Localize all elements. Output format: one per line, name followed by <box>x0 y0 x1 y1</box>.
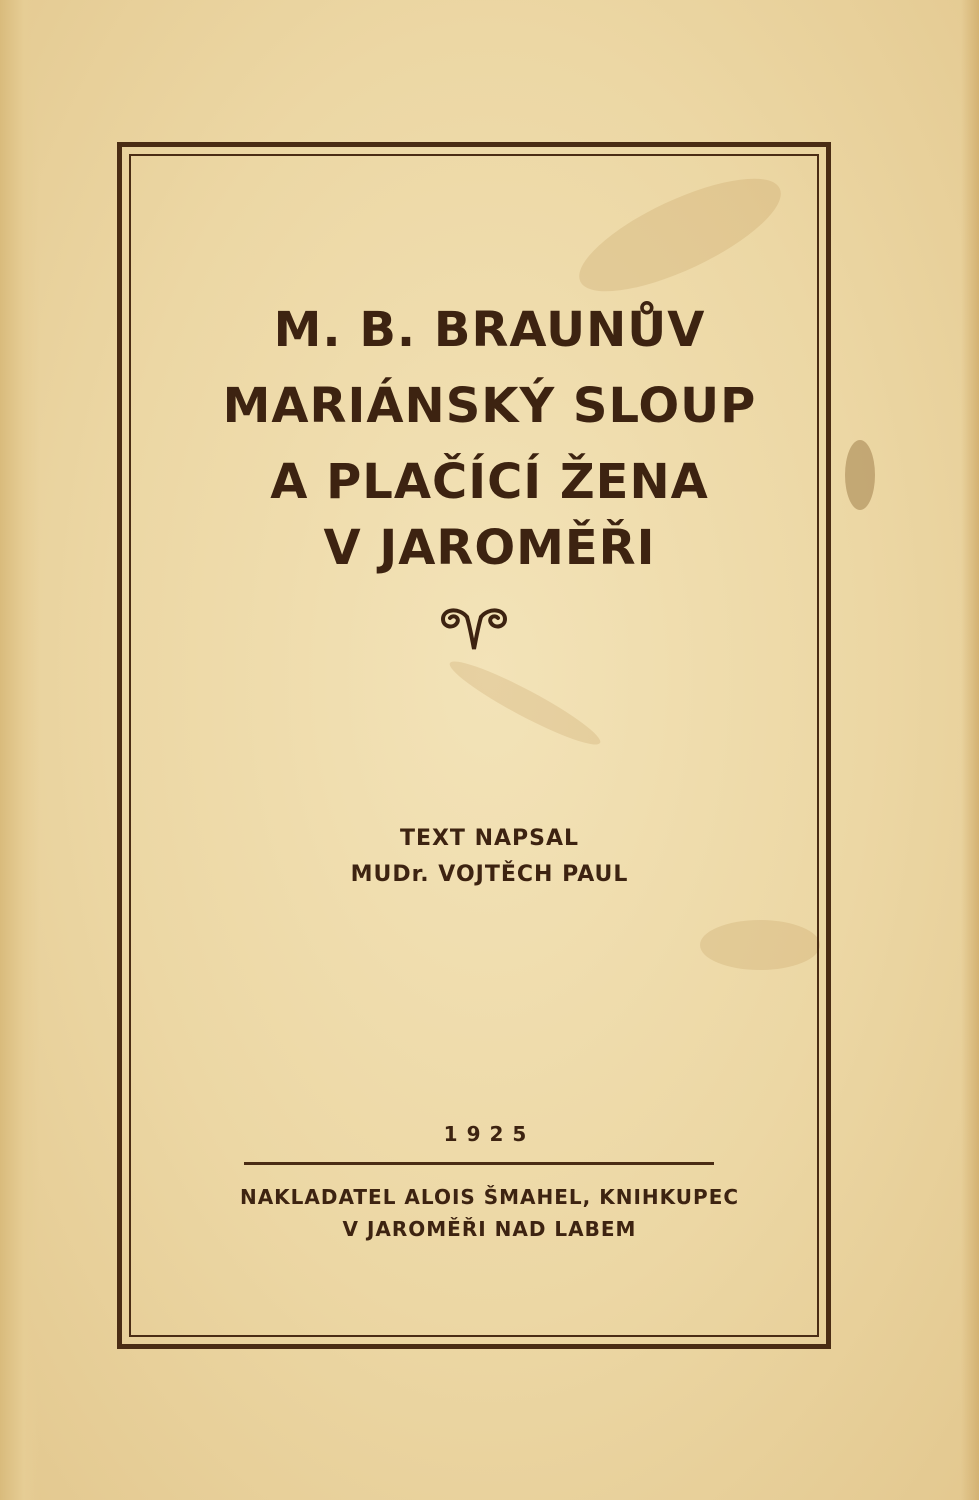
title-line-3: A PLAČÍCÍ ŽENA <box>270 454 709 510</box>
title-line-1: M. B. BRAUNŮV <box>273 302 706 358</box>
publication-year: 1925 <box>443 1122 536 1146</box>
publisher-line-1: NAKLADATEL ALOIS ŠMAHEL, KNIHKUPEC <box>239 1185 740 1209</box>
publisher-line-2: V JAROMĚŘI NAD LABEM <box>342 1217 637 1241</box>
title-line-4: V JAROMĚŘI <box>323 520 656 576</box>
author-line-2: MUDr. VOJTĚCH PAUL <box>350 862 629 887</box>
spine-shading <box>0 0 40 1500</box>
title-line-2: MARIÁNSKÝ SLOUP <box>222 378 757 434</box>
page-edge-shading <box>961 0 979 1500</box>
scroll-ornament-icon <box>437 605 511 653</box>
author-line-1: TEXT NAPSAL <box>399 826 580 851</box>
divider-rule <box>244 1162 714 1165</box>
